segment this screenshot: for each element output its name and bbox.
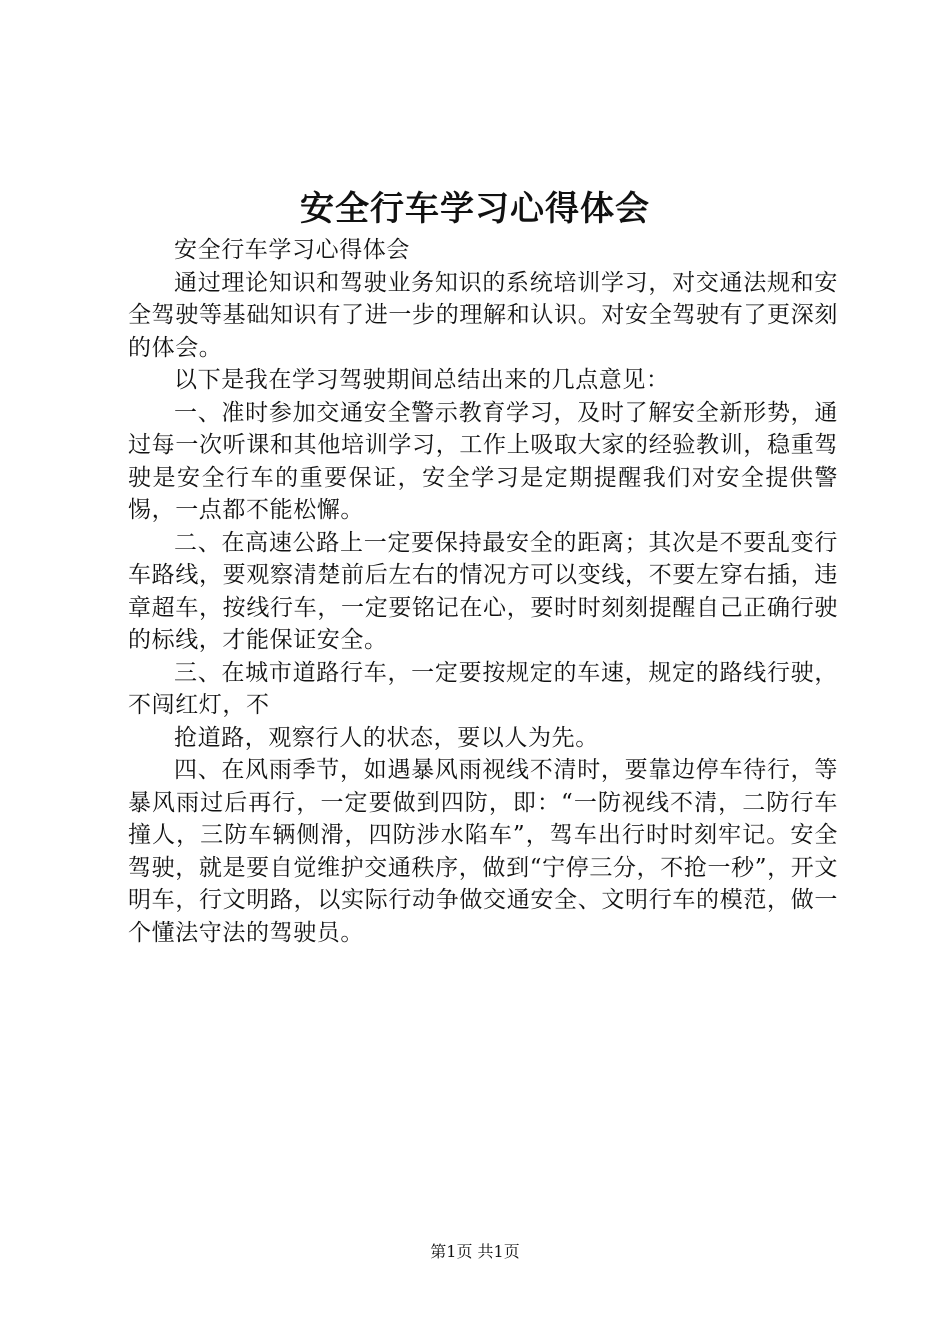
document-title: 安全行车学习心得体会 (300, 189, 650, 229)
paragraph-point-2: 二、在高速公路上一定要保持最安全的距离；其次是不要乱变行车路线，要观察清楚前后左右的情况方可以变线，不要左穿右插，违章超车，按线行车，一定要铭记在心，要时时刻刻提醒自己正确行驶的标线，才能保证安全。 (128, 529, 838, 653)
document-body (128, 234, 838, 949)
paragraph-point-1: 一、准时参加交通安全警示教育学习，及时了解安全新形势，通过每一次听课和其他培训学习，工作上吸取大家的经验教训，稳重驾驶是安全行车的重要保证，安全学习是定期提醒我们对安全提供警惕，一点都不能松懈。 (128, 399, 838, 523)
paragraph-intro: 通过理论知识和驾驶业务知识的系统培训学习，对交通法规和安全驾驶等基础知识有了进一步的理解和认识。对安全驾驶有了更深刻的体会。 (128, 269, 838, 361)
paragraph-lead: 以下是我在学习驾驶期间总结出来的几点意见： (174, 367, 670, 393)
paragraph-point-3-continued: 抢道路，观察行人的状态，要以人为先。 (174, 724, 599, 751)
paragraph-point-3: 三、在城市道路行车，一定要按规定的车速，规定的路线行驶，不闯红灯，不 (128, 659, 838, 718)
paragraph-point-4: 四、在风雨季节，如遇暴风雨视线不清时，要靠边停车待行，等暴风雨过后再行，一定要做到四防，即：“一防视线不清，二防行车撞人，三防车辆侧滑，四防涉水陷车”，驾车出行时时刻牢记。安全驾驶，就是要自觉维护交通秩序，做到“宁停三分，不抢一秒”，开文明车，行文明路，以实际行动争做交通安全、文明行车的模范，做一个懂法守法的驾驶员。 (128, 757, 838, 946)
page-number-footer: 第1页 共1页 (430, 1242, 520, 1261)
paragraph-subtitle: 安全行车学习心得体会 (174, 237, 410, 263)
